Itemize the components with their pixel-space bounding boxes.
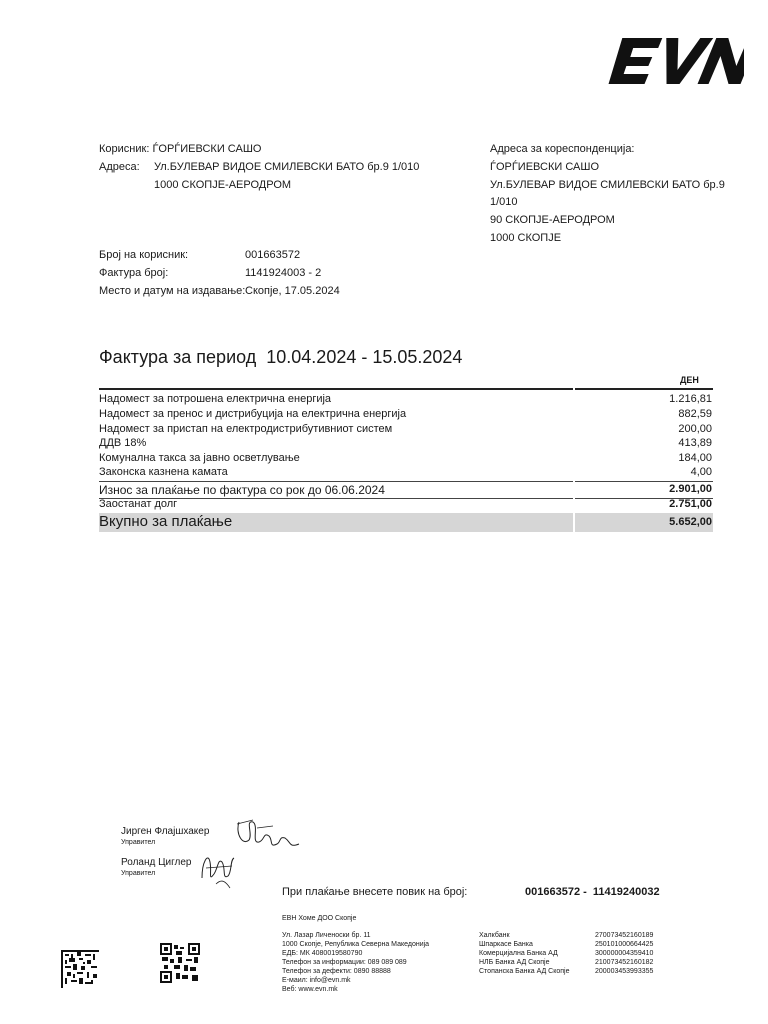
data-matrix-icon <box>160 943 200 983</box>
invoice-period-title <box>99 347 462 368</box>
item-amount: 1.216,81 <box>669 393 712 405</box>
company-name: ЕВН Хоме ДОО Скопје <box>282 915 357 922</box>
total-label: Вкупно за плаќање <box>99 513 233 530</box>
period-label: Фактура за период <box>99 347 257 367</box>
correspondence-line: 90 СКОПЈЕ-АЕРОДРОМ <box>490 214 615 226</box>
issue-place-date-value: Скопје, 17.05.2024 <box>245 285 340 297</box>
customer-address-line1: Ул.БУЛЕВАР ВИДОЕ СМИЛЕВСКИ БАТО бр.9 1/010 <box>154 161 420 173</box>
bank-account: 250101000664425 <box>595 941 654 948</box>
signatory-name: Роланд Циглер <box>121 857 192 868</box>
signature-1 <box>233 814 303 854</box>
table-top-rule-amount <box>575 388 713 390</box>
correspondence-line: 1000 СКОПЈЕ <box>490 232 562 244</box>
customer-name-row <box>99 140 261 158</box>
company-line: 1000 Скопје, Република Северна Македонија <box>282 941 430 948</box>
signature-2 <box>196 848 238 890</box>
item-name: Надомест за пристап на електродистрибутивниот систем <box>99 423 393 435</box>
bank-account: 270073452160189 <box>595 932 654 939</box>
item-name: Законска казнена камата <box>99 466 228 478</box>
correspondence-line: ЃОРЃИЕВСКИ САШО <box>490 161 600 173</box>
item-name: Надомест за пренос и дистрибуција на електрична енергија <box>99 408 407 420</box>
customer-address-line2: 1000 СКОПЈЕ-АЕРОДРОМ <box>154 179 292 191</box>
due-amount-label: Износ за плаќање по фактура со рок до 06.06.2024 <box>99 483 385 497</box>
debt-value: 2.751,00 <box>669 498 712 510</box>
customer-label: Корисник: <box>99 143 150 155</box>
subtotal-rule <box>99 481 573 482</box>
customer-name: ЃОРЃИЕВСКИ САШО <box>152 143 262 155</box>
due-amount-value: 2.901,00 <box>669 483 712 495</box>
total-value: 5.652,00 <box>669 516 712 528</box>
item-amount: 4,00 <box>690 466 712 478</box>
qr-code-icon <box>61 950 99 988</box>
correspondence-line: 1/010 <box>490 196 518 208</box>
evn-logo <box>608 30 744 88</box>
customer-address-label: Адреса: <box>99 161 140 173</box>
period-value: 10.04.2024 - 15.05.2024 <box>266 347 463 367</box>
company-line: ЕДБ: МК 4080019580790 <box>282 950 363 957</box>
issue-place-date-label: Место и датум на издавање: <box>99 285 246 297</box>
item-amount: 413,89 <box>678 437 712 449</box>
bank-name: Шпаркасе Банка <box>479 941 533 948</box>
bank-name: Стопанска Банка АД Скопје <box>479 968 570 975</box>
customer-number-label: Број на корисник: <box>99 249 189 261</box>
signatory-role: Управител <box>121 839 156 846</box>
correspondence-line: Ул.БУЛЕВАР ВИДОЕ СМИЛЕВСКИ БАТО бр.9 <box>490 179 725 191</box>
invoice-number-label: Фактура број: <box>99 267 169 279</box>
payment-reference-label: При плаќање внесете повик на број: <box>282 886 468 898</box>
item-amount: 200,00 <box>678 423 712 435</box>
bank-account: 300000004359410 <box>595 950 654 957</box>
signatory-name: Јирген Флајшхакер <box>121 826 210 837</box>
correspondence-title: Адреса за кореспонденција: <box>490 143 635 155</box>
company-line: Телефон за информации: 089 089 089 <box>282 959 407 966</box>
company-line: E-маил: info@evn.mk <box>282 977 351 984</box>
item-name: ДДВ 18% <box>99 437 147 449</box>
signatory-role: Управител <box>121 870 156 877</box>
bank-account: 210073452160182 <box>595 959 654 966</box>
bank-account: 200003453993355 <box>595 968 654 975</box>
bank-name: Халкбанк <box>479 932 510 939</box>
currency-header: ДЕН <box>680 375 699 385</box>
company-line: Ул. Лазар Личеноски бр. 11 <box>282 932 371 939</box>
item-name: Комунална такса за јавно осветлување <box>99 452 300 464</box>
invoice-number-value: 1141924003 - 2 <box>245 267 322 279</box>
customer-number-value: 001663572 <box>245 249 301 261</box>
company-line: Веб: www.evn.mk <box>282 986 338 993</box>
subtotal-rule-amount <box>575 481 713 482</box>
item-name: Надомест за потрошена електрична енергија <box>99 393 332 405</box>
item-amount: 882,59 <box>678 408 712 420</box>
company-line: Телефон за дефекти: 0890 88888 <box>282 968 391 975</box>
bank-name: Комерцијална Банка АД <box>479 950 558 957</box>
debt-label: Заостанат долг <box>99 498 178 510</box>
bank-name: НЛБ Банка АД Скопје <box>479 959 550 966</box>
payment-reference-value: 001663572 - 11419240032 <box>525 886 660 898</box>
table-top-rule <box>99 388 573 390</box>
item-amount: 184,00 <box>678 452 712 464</box>
